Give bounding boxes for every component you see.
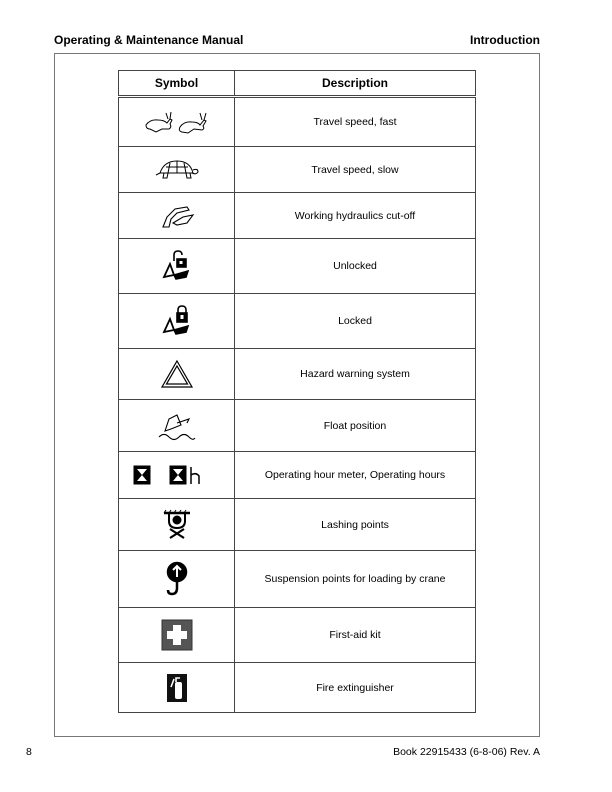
symbol-cell [119,349,235,400]
table-row [119,551,476,608]
symbol-cell [119,608,235,663]
crane-hook-icon [162,560,192,598]
description-column-header: Description [235,71,476,97]
first-aid-icon [161,619,193,651]
symbol-cell [119,193,235,239]
table-row [119,147,476,193]
symbol-column-header: Symbol [119,71,235,97]
table-header-row [119,71,476,97]
hour-meter-icon [132,463,222,487]
symbol-cell [119,239,235,294]
lashing-point-icon [160,508,194,542]
description-cell: Travel speed, slow [235,147,476,193]
description-cell: Lashing points [235,499,476,551]
description-cell: Locked [235,294,476,349]
header-title: Operating & Maintenance Manual [54,33,244,47]
float-position-icon [157,409,197,443]
table-row [119,294,476,349]
turtle-icon [154,158,200,182]
symbol-table [118,70,476,713]
hydraulics-cutoff-icon [157,201,197,231]
symbol-cell [119,147,235,193]
table-row [119,239,476,294]
symbol-cell [119,400,235,452]
table-row [119,400,476,452]
rabbit-icon [142,107,212,137]
description-cell: First-aid kit [235,608,476,663]
symbol-cell [119,294,235,349]
symbol-cell [119,499,235,551]
table-row [119,499,476,551]
table-row [119,193,476,239]
page-number: 8 [26,746,32,758]
table-row [119,452,476,499]
description-cell: Operating hour meter, Operating hours [235,452,476,499]
description-cell: Travel speed, fast [235,97,476,147]
table-row [119,663,476,713]
description-cell: Suspension points for loading by crane [235,551,476,608]
table-row [119,608,476,663]
symbol-cell [119,551,235,608]
unlocked-icon [160,249,194,283]
fire-extinguisher-icon [166,673,188,703]
symbol-cell [119,97,235,147]
description-cell: Hazard warning system [235,349,476,400]
locked-icon [160,304,194,338]
description-cell: Working hydraulics cut-off [235,193,476,239]
description-cell: Fire extinguisher [235,663,476,713]
symbol-cell [119,452,235,499]
symbol-cell [119,663,235,713]
book-reference: Book 22915433 (6-8-06) Rev. A [393,746,540,758]
table-row [119,349,476,400]
header-section: Introduction [470,33,540,47]
description-cell: Float position [235,400,476,452]
description-cell: Unlocked [235,239,476,294]
hazard-triangle-icon [160,359,194,389]
table-row [119,97,476,147]
